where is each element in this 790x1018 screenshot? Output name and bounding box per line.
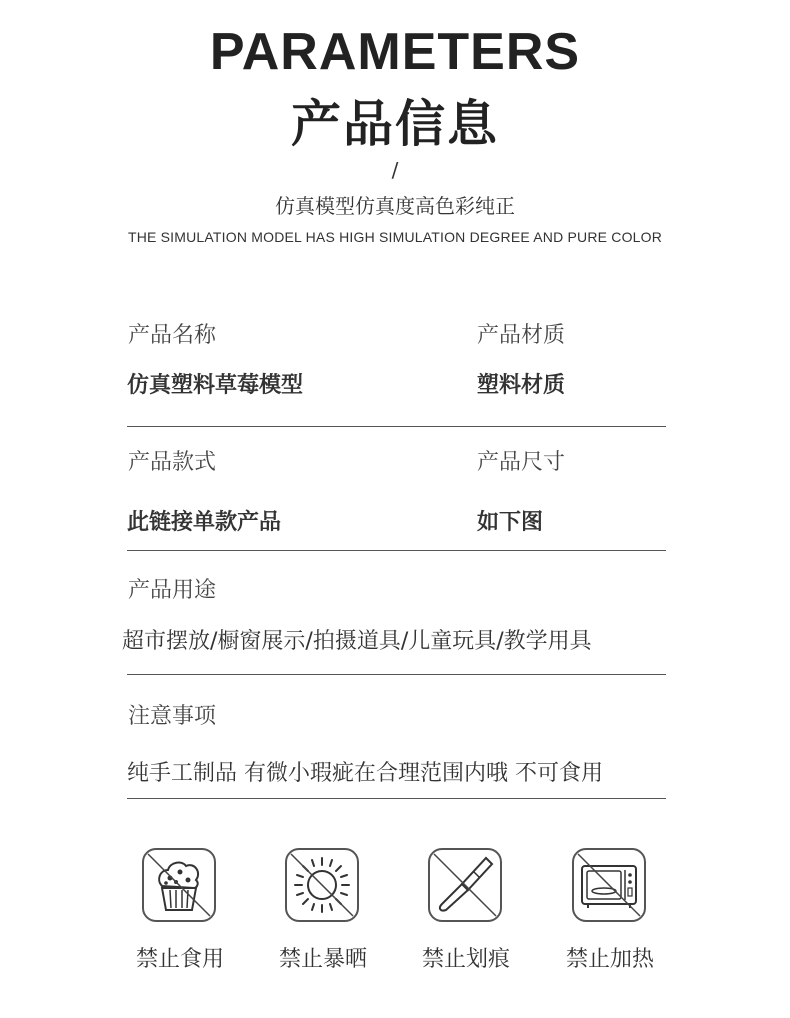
product-material-label: 产品材质	[477, 323, 566, 348]
warning-label-no-heat: 禁止加热	[565, 947, 654, 972]
product-usage-value: 超市摆放/橱窗展示/拍摄道具/儿童玩具/教学用具	[122, 629, 592, 654]
no-sun-icon	[285, 848, 359, 922]
divider	[127, 550, 666, 551]
product-style-label: 产品款式	[128, 450, 217, 475]
product-style-value: 此链接单款产品	[127, 510, 282, 535]
title-separator: /	[391, 158, 399, 182]
product-size-value: 如下图	[477, 510, 544, 535]
subtitle-english: THE SIMULATION MODEL HAS HIGH SIMULATION DEGREE AND PURE COLOR	[127, 229, 663, 245]
warning-label-no-sun: 禁止暴晒	[278, 947, 367, 972]
product-size-label: 产品尺寸	[477, 450, 566, 475]
product-name-value: 仿真塑料草莓模型	[127, 373, 304, 398]
product-material-value: 塑料材质	[477, 373, 566, 398]
divider	[127, 674, 666, 675]
warning-label-no-eating: 禁止食用	[135, 947, 224, 972]
subtitle-chinese: 仿真模型仿真度高色彩纯正	[275, 194, 515, 218]
notes-value: 纯手工制品 有微小瑕疵在合理范围内哦 不可食用	[127, 761, 603, 786]
notes-label: 注意事项	[128, 704, 217, 729]
title-english: PARAMETERS	[209, 23, 581, 81]
no-microwave-icon	[572, 848, 646, 922]
divider	[127, 798, 666, 799]
product-name-label: 产品名称	[128, 323, 217, 348]
product-usage-label: 产品用途	[128, 578, 217, 603]
title-chinese: 产品信息	[291, 95, 499, 153]
no-eating-icon	[142, 848, 216, 922]
divider	[127, 426, 666, 427]
no-knife-icon	[428, 848, 502, 922]
warning-label-no-scratch: 禁止划痕	[421, 947, 510, 972]
